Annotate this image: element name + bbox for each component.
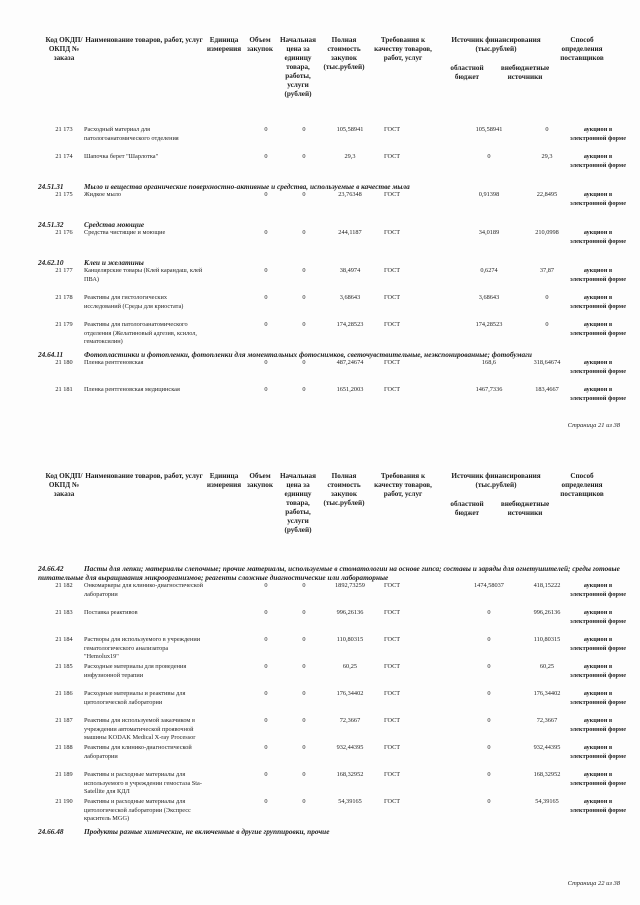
cell-extrabudget: 418,15222 <box>533 582 561 589</box>
cell-name: Реактивы для патологоанатомического отделения (Желатиновый адгезив, ксилол, гематоксилин) <box>84 321 197 345</box>
cell-requirements: ГОСТ <box>384 663 401 670</box>
cell-name: Реактивы для гистологических исследований (Среды для криостата) <box>84 294 184 310</box>
cell-volume: 0 <box>264 798 268 805</box>
cell-volume: 0 <box>264 359 268 366</box>
cell-unit <box>210 609 250 636</box>
cell-method: аукцион в электронной форме <box>570 798 626 814</box>
group-title: Продукты разные химические, не включенные в другие группировки, прочие <box>84 827 330 836</box>
cell-requirements: ГОСТ <box>384 386 401 393</box>
cell-volume: 0 <box>264 386 268 393</box>
header-extrabudget: внебюджетные источники <box>500 500 550 517</box>
cell-method: аукцион в электронной форме <box>570 690 626 706</box>
table-row <box>44 690 626 717</box>
group-code: 24.64.11 <box>38 350 64 359</box>
cell-method: аукцион в электронной форме <box>570 582 626 598</box>
cell-price: 0 <box>302 386 306 393</box>
group-heading <box>38 258 620 267</box>
cell-price: 0 <box>302 153 306 160</box>
cell-code: 21 179 <box>55 321 73 328</box>
cell-extrabudget: 932,44395 <box>533 744 561 751</box>
header-method: Способ определения поставщиков <box>560 36 604 62</box>
cell-code: 21 187 <box>55 717 73 724</box>
cell-code: 21 188 <box>55 744 73 751</box>
cell-price: 0 <box>302 744 306 751</box>
cell-requirements: ГОСТ <box>384 798 401 805</box>
cell-price: 0 <box>302 771 306 778</box>
cell-unit <box>210 126 250 153</box>
cell-requirements: ГОСТ <box>384 359 401 366</box>
cell-code: 21 185 <box>55 663 73 670</box>
cell-method: аукцион в электронной форме <box>570 126 626 142</box>
table-row <box>44 321 626 348</box>
cell-requirements: ГОСТ <box>384 126 401 133</box>
cell-volume: 0 <box>264 771 268 778</box>
cell-total: 23,76348 <box>338 191 362 198</box>
cell-volume: 0 <box>264 663 268 670</box>
cell-method: аукцион в электронной форме <box>570 636 626 652</box>
cell-requirements: ГОСТ <box>384 717 401 724</box>
cell-unit <box>210 294 250 321</box>
cell-unit <box>210 690 250 717</box>
table-body <box>38 564 626 836</box>
group-code: 24.51.32 <box>38 220 64 229</box>
cell-regional-budget: 0 <box>487 798 491 805</box>
cell-volume: 0 <box>264 153 268 160</box>
table-row <box>44 153 626 180</box>
header-price: Начальная цена за единицу товара, работы, услуги (рублей) <box>279 472 317 534</box>
cell-regional-budget: 0 <box>487 690 491 697</box>
cell-extrabudget: 0 <box>545 294 549 301</box>
cell-regional-budget: 0,6274 <box>480 267 498 274</box>
header-regional-budget: областной бюджет <box>450 64 484 81</box>
cell-unit <box>210 771 250 798</box>
cell-code: 21 181 <box>55 386 73 393</box>
cell-code: 21 189 <box>55 771 73 778</box>
cell-total: 29,3 <box>344 153 356 160</box>
cell-volume: 0 <box>264 126 268 133</box>
cell-price: 0 <box>302 798 306 805</box>
cell-price: 0 <box>302 321 306 328</box>
cell-total: 174,28523 <box>336 321 364 328</box>
cell-method: аукцион в электронной форме <box>570 386 626 402</box>
cell-code: 21 173 <box>55 126 73 133</box>
group-code: 24.66.48 <box>38 827 64 836</box>
cell-code: 21 190 <box>55 798 73 805</box>
group-title: Средства моющие <box>84 220 145 229</box>
table-row <box>44 663 626 690</box>
cell-extrabudget: 54,39165 <box>535 798 559 805</box>
cell-name: Реактивы и расходные материалы для используемого в учреждении гемостаза Sta-Satellite для КДЛ <box>84 771 202 795</box>
cell-regional-budget: 0 <box>487 663 491 670</box>
cell-total: 932,44395 <box>336 744 364 751</box>
group-heading <box>38 182 620 191</box>
cell-requirements: ГОСТ <box>384 582 401 589</box>
cell-volume: 0 <box>264 690 268 697</box>
group-code: 24.66.42 <box>38 564 64 573</box>
cell-requirements: ГОСТ <box>384 690 401 697</box>
cell-method: аукцион в электронной форме <box>570 229 626 245</box>
table-header <box>44 472 620 562</box>
cell-method: аукцион в электронной форме <box>570 321 626 337</box>
cell-volume: 0 <box>264 191 268 198</box>
cell-unit <box>210 321 250 348</box>
header-name: Наименование товаров, работ, услуг <box>85 36 203 44</box>
cell-code: 21 178 <box>55 294 73 301</box>
table-row <box>44 386 626 413</box>
header-requirements: Требования к качеству товаров, работ, услуг <box>374 472 432 498</box>
group-heading <box>38 220 620 229</box>
cell-price: 0 <box>302 267 306 274</box>
cell-method: аукцион в электронной форме <box>570 191 626 207</box>
cell-name: Растворы для используемого в учреждении гематологического анализатора "Hemolux19" <box>84 636 201 660</box>
cell-extrabudget: 176,34402 <box>533 690 561 697</box>
header-method: Способ определения поставщиков <box>560 472 604 498</box>
group-title: Фотопластинки и фотопленки, фотопленки для моментальных фотоснимков, светочувствительные, неэкспонированные; фотобумаги <box>84 350 532 359</box>
cell-total: 105,58941 <box>336 126 364 133</box>
table-row <box>44 798 626 825</box>
cell-unit <box>210 153 250 180</box>
cell-regional-budget: 0 <box>487 744 491 751</box>
table-row <box>44 609 626 636</box>
cell-extrabudget: 37,87 <box>539 267 555 274</box>
cell-name: Онкомаркеры для клинико-диагностической лаборатории <box>84 582 204 598</box>
cell-price: 0 <box>302 359 306 366</box>
cell-code: 21 177 <box>55 267 73 274</box>
cell-method: аукцион в электронной форме <box>570 359 626 375</box>
header-total: Полная стоимость закупок (тыс.рублей) <box>323 36 365 71</box>
cell-volume: 0 <box>264 717 268 724</box>
cell-unit <box>210 744 250 771</box>
cell-regional-budget: 0 <box>487 717 491 724</box>
cell-extrabudget: 110,80315 <box>533 636 561 643</box>
cell-volume: 0 <box>264 609 268 616</box>
cell-regional-budget: 0 <box>487 636 491 643</box>
cell-method: аукцион в электронной форме <box>570 663 626 679</box>
cell-volume: 0 <box>264 229 268 236</box>
cell-total: 38,4974 <box>339 267 361 274</box>
cell-total: 996,26136 <box>336 609 364 616</box>
page-number: Страница 21 из 38 <box>567 422 620 429</box>
cell-price: 0 <box>302 229 306 236</box>
group-title: Мыло и вещества органические поверхностно-активные и средства, используемые в качестве мыла <box>84 182 410 191</box>
cell-code: 21 175 <box>55 191 73 198</box>
cell-regional-budget: 168,6 <box>481 359 497 366</box>
cell-total: 487,24674 <box>336 359 364 366</box>
cell-name: Реактивы и расходные материалы для цитологической лаборатории (Экспресс краситель MGG) <box>84 798 191 822</box>
table-row <box>44 771 626 798</box>
cell-name: Пленка рентгеновская медицинская <box>84 386 180 393</box>
cell-name: Расходные материалы и реактивы для цитологической лаборатории <box>84 690 186 706</box>
cell-volume: 0 <box>264 267 268 274</box>
header-volume: Объем закупок <box>247 472 273 489</box>
header-regional-budget: областной бюджет <box>450 500 484 517</box>
cell-total: 1892,73259 <box>335 582 365 589</box>
cell-price: 0 <box>302 294 306 301</box>
cell-requirements: ГОСТ <box>384 636 401 643</box>
header-code: Код ОКДП/ ОКПД № заказа <box>45 36 83 62</box>
cell-regional-budget: 0 <box>487 771 491 778</box>
group-heading <box>38 564 620 582</box>
cell-unit <box>210 717 250 744</box>
cell-total: 110,80315 <box>336 636 364 643</box>
header-financing-title: Источник финансирования (тыс.рублей) <box>451 472 541 489</box>
cell-regional-budget: 0 <box>487 609 491 616</box>
page-number: Страница 22 из 38 <box>567 880 620 887</box>
page-21 <box>38 36 626 413</box>
cell-total: 244,1187 <box>338 229 362 236</box>
header-price: Начальная цена за единицу товара, работы, услуги (рублей) <box>279 36 317 98</box>
header-financing-title: Источник финансирования (тыс.рублей) <box>451 36 541 53</box>
cell-volume: 0 <box>264 582 268 589</box>
cell-unit <box>210 267 250 294</box>
cell-price: 0 <box>302 191 306 198</box>
table-row <box>44 191 626 218</box>
cell-code: 21 174 <box>55 153 73 160</box>
cell-price: 0 <box>302 126 306 133</box>
cell-name: Средства чистящие и моющие <box>84 229 166 236</box>
cell-regional-budget: 0 <box>487 153 491 160</box>
cell-requirements: ГОСТ <box>384 229 401 236</box>
header-financing <box>438 472 554 562</box>
cell-regional-budget: 1474,58037 <box>474 582 504 589</box>
cell-price: 0 <box>302 636 306 643</box>
cell-price: 0 <box>302 609 306 616</box>
cell-regional-budget: 105,58941 <box>475 126 503 133</box>
header-financing <box>438 36 554 126</box>
cell-unit <box>210 663 250 690</box>
cell-method: аукцион в электронной форме <box>570 771 626 787</box>
cell-method: аукцион в электронной форме <box>570 153 626 169</box>
cell-name: Поставка реактивов <box>84 609 138 616</box>
cell-name: Шапочка берет "Шарлотка" <box>84 153 159 160</box>
cell-unit <box>210 582 250 609</box>
cell-name: Расходные материалы для проведения инфузионной терапии <box>84 663 187 679</box>
table-header <box>44 36 620 126</box>
header-requirements: Требования к качеству товаров, работ, услуг <box>374 36 432 62</box>
cell-regional-budget: 174,28523 <box>475 321 503 328</box>
cell-code: 21 180 <box>55 359 73 366</box>
cell-extrabudget: 0 <box>545 321 549 328</box>
page-22 <box>38 472 626 836</box>
cell-price: 0 <box>302 663 306 670</box>
cell-name: Жидкое мыло <box>84 191 122 198</box>
cell-method: аукцион в электронной форме <box>570 744 626 760</box>
cell-total: 72,3667 <box>339 717 361 724</box>
cell-unit <box>210 229 250 256</box>
cell-requirements: ГОСТ <box>384 771 401 778</box>
header-extrabudget: внебюджетные источники <box>500 64 550 81</box>
cell-price: 0 <box>302 717 306 724</box>
cell-volume: 0 <box>264 744 268 751</box>
group-heading <box>38 827 620 836</box>
header-total: Полная стоимость закупок (тыс.рублей) <box>323 472 365 507</box>
cell-requirements: ГОСТ <box>384 744 401 751</box>
cell-price: 0 <box>302 690 306 697</box>
cell-volume: 0 <box>264 321 268 328</box>
cell-extrabudget: 996,26136 <box>533 609 561 616</box>
cell-method: аукцион в электронной форме <box>570 609 626 625</box>
cell-name: Пленка рентгеновская <box>84 359 144 366</box>
cell-code: 21 186 <box>55 690 73 697</box>
cell-unit <box>210 386 250 413</box>
cell-extrabudget: 318,64674 <box>533 359 561 366</box>
cell-regional-budget: 3,68643 <box>478 294 500 301</box>
group-title: Клеи и желатины <box>84 258 144 267</box>
cell-extrabudget: 0 <box>545 126 549 133</box>
cell-volume: 0 <box>264 294 268 301</box>
table-row <box>44 717 626 744</box>
cell-requirements: ГОСТ <box>384 153 401 160</box>
cell-name: Канцелярские товары (Клей карандаш, клей ПВА) <box>84 267 203 283</box>
cell-requirements: ГОСТ <box>384 191 401 198</box>
cell-method: аукцион в электронной форме <box>570 267 626 283</box>
table-row <box>44 359 626 386</box>
table-row <box>44 744 626 771</box>
cell-price: 0 <box>302 582 306 589</box>
cell-unit <box>210 798 250 825</box>
cell-extrabudget: 60,25 <box>539 663 555 670</box>
cell-extrabudget: 29,3 <box>541 153 553 160</box>
group-heading <box>38 350 620 359</box>
cell-requirements: ГОСТ <box>384 294 401 301</box>
table-body <box>38 126 626 413</box>
cell-total: 60,25 <box>342 663 358 670</box>
header-code: Код ОКДП/ ОКПД № заказа <box>45 472 83 498</box>
cell-regional-budget: 1467,7336 <box>475 386 503 393</box>
cell-regional-budget: 0,91398 <box>478 191 500 198</box>
cell-method: аукцион в электронной форме <box>570 717 626 733</box>
table-row <box>44 294 626 321</box>
group-code: 24.62.10 <box>38 258 64 267</box>
header-volume: Объем закупок <box>247 36 273 53</box>
cell-regional-budget: 34,0189 <box>478 229 500 236</box>
header-unit: Единица измерения <box>206 472 242 489</box>
cell-unit <box>210 191 250 218</box>
group-code: 24.51.31 <box>38 182 64 191</box>
cell-extrabudget: 22,8495 <box>536 191 558 198</box>
cell-code: 21 176 <box>55 229 73 236</box>
cell-total: 1651,2003 <box>336 386 364 393</box>
cell-code: 21 182 <box>55 582 73 589</box>
cell-extrabudget: 183,4667 <box>535 386 559 393</box>
table-row <box>44 636 626 663</box>
cell-code: 21 184 <box>55 636 73 643</box>
table-row <box>44 267 626 294</box>
cell-total: 176,34402 <box>336 690 364 697</box>
group-title: Пасты для лепки; материалы слепочные; прочие материалы, используемые в стоматологии на основе гипса; составы и заряды для огнетушителей; среды готовые питательные для выращивания микроорганизмов; реагенты сложные диагностические или лабораторные <box>38 564 620 582</box>
cell-extrabudget: 210,0998 <box>535 229 559 236</box>
cell-name: Расходный материал для патологоанатомического отделения <box>84 126 179 142</box>
cell-requirements: ГОСТ <box>384 609 401 616</box>
table-row <box>44 126 626 153</box>
cell-extrabudget: 168,32952 <box>533 771 561 778</box>
cell-extrabudget: 72,3667 <box>536 717 558 724</box>
cell-total: 3,68643 <box>339 294 361 301</box>
cell-total: 54,39165 <box>338 798 362 805</box>
header-unit: Единица измерения <box>206 36 242 53</box>
cell-unit <box>210 359 250 386</box>
cell-method: аукцион в электронной форме <box>570 294 626 310</box>
cell-name: Реактивы для используемой заказчиком в учреждении автоматической проявочной машины KODAK Medical X-ray Processor <box>84 717 196 741</box>
cell-total: 168,32952 <box>336 771 364 778</box>
cell-code: 21 183 <box>55 609 73 616</box>
cell-requirements: ГОСТ <box>384 267 401 274</box>
cell-unit <box>210 636 250 663</box>
cell-requirements: ГОСТ <box>384 321 401 328</box>
cell-name: Реактивы для клинико-диагностической лаборатории <box>84 744 192 760</box>
header-name: Наименование товаров, работ, услуг <box>85 472 203 480</box>
table-row <box>44 582 626 609</box>
cell-volume: 0 <box>264 636 268 643</box>
table-row <box>44 229 626 256</box>
